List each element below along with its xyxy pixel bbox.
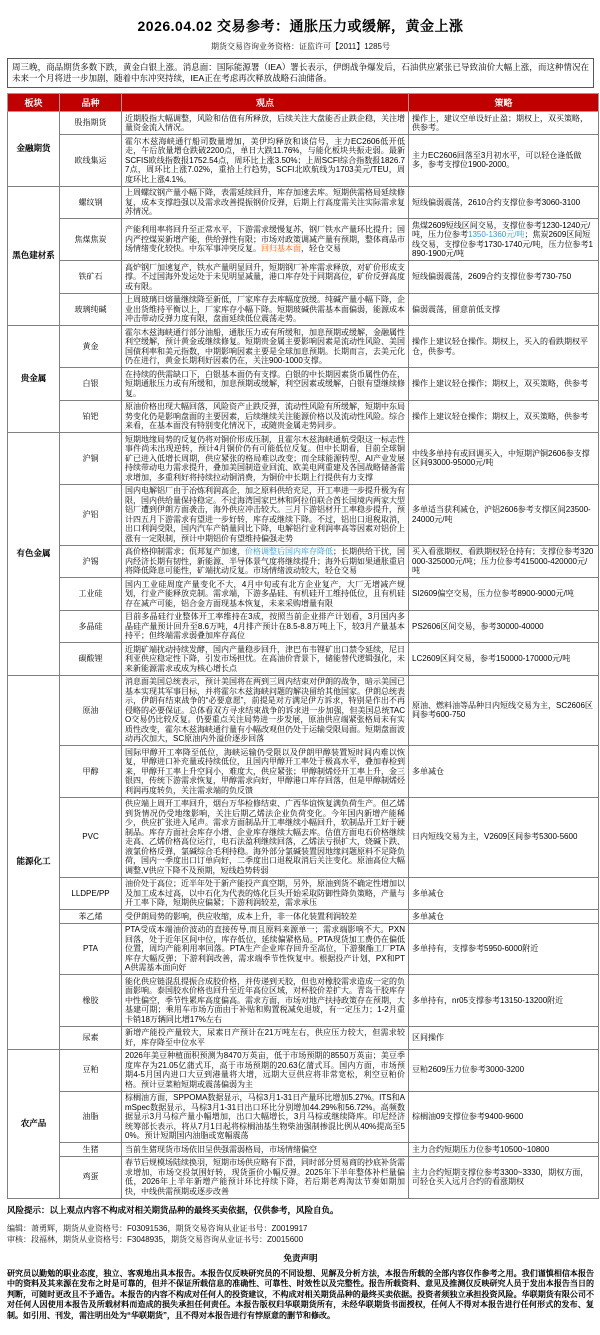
product-cell: 沪铜 — [60, 433, 122, 485]
page-title: 2026.04.02 交易参考：通胀压力或缓解，黄金上涨 — [137, 18, 464, 34]
market-summary-box: 周三晚，商品期货多数下跌，黄金白银上涨。消息面：国际能源署（IEA）署长表示，伊朗战争爆发后，石油供应紧张已导致油价大幅上涨，而这种情况在未来一个月将进一步加剧，随着中东冲突持续，IEA正在考虑再次释放战略石油储备。 — [7, 58, 594, 88]
cell-text: 原油、燃料油等品种日内短线交易为主，SC2606区间参考600-750 — [412, 700, 593, 720]
column-header-product: 品种 — [60, 94, 122, 112]
highlight-text: 价格调整后国内库存降低 — [245, 547, 333, 556]
strategy-cell — [409, 484, 599, 545]
cell-text: 油价处于高位；近半年处于新产能投产真空期，另外，原油到货不确定性增加以及加工成本过高，以中石化为代表的炼化巨头开始采取防御性降负策略，产量与开工率下降，短期供应偏紧；下游利润较差，需求承压 — [125, 879, 405, 907]
cell-text: 豆粕2609压力位参考3000-3200 — [412, 1065, 525, 1075]
cell-text: 多单减仓 — [412, 888, 444, 898]
strategy-cell — [409, 219, 599, 261]
viewpoint-cell — [122, 610, 409, 643]
sector-cell: 贵金属 — [8, 326, 60, 433]
strategy-cell — [409, 1091, 599, 1143]
strategy-cell — [409, 1049, 599, 1091]
cell-text: 主力EC2606回落至3月初水平，可以轻仓逢低做多，参考支撑位1900-2000。 — [412, 150, 582, 170]
product-cell: 玻璃纯碱 — [60, 293, 122, 326]
cell-text: 霍尔木兹海峡通行部分油船，通胀压力或有所缓和，加息预期或缓解，金融属性利空缓解，预计黄金或继续修复。短期贵金属主要影响因素是流动性风险、美国国债利率和美元指数，中期影响因素主要是全球加息预期。长期而言，去美元化仍在进行，黄金长期利好因素仍在，关注900-1000支撑。 — [125, 327, 405, 365]
viewpoint-cell — [122, 643, 409, 676]
cell-text: 买入看涨期权、看跌期权轻仓持有；支撑位参考320000-325000元/吨；压力位参考415000-420000元/吨 — [412, 547, 594, 575]
product-cell: 沪铝 — [60, 484, 122, 545]
product-cell: 焦煤焦炭 — [60, 219, 122, 261]
viewpoint-cell — [122, 975, 409, 1027]
cell-text: 多单适当获利减仓，沪铝2606参考支撑区间23500-24000元/吨 — [412, 505, 591, 524]
cell-text: 短线偏弱震荡，2609合约支撑位参考730-750 — [412, 272, 572, 281]
cell-text: 短线偏弱震荡，2610合约支撑位参考3060-3100 — [412, 197, 581, 207]
table-row — [8, 1156, 599, 1198]
viewpoint-cell — [122, 135, 409, 187]
strategy-cell — [409, 923, 599, 975]
viewpoint-cell — [122, 433, 409, 485]
product-cell: 铂钯 — [60, 400, 122, 433]
cell-text: LC2609区间交易，参考150000-170000元/吨 — [412, 654, 571, 663]
cell-text: 在持续的供需缺口下，白银基本面仍有支撑。白银的中长期因素货币属性仍在，短期通胀压力或有所缓和，加息预期或缓解，利空因素或缓解，白银有望继续修复。 — [125, 369, 405, 398]
strategy-cell — [409, 746, 599, 798]
cell-text: 棕榈油方面，SPPOMA数据显示，马棕3月1-31日产量环比增加5.27%。ITS和AmSpec数据显示，马棕3月1-31日出口环比分别增加44.29%和56.72%。高频数据显示3月马棕产量小幅增加，出口大幅增长，3月马棕或继续降库。印尼经济统筹部长表示，将从7月1日起将棕榈油基生物柴油强制掺混比例从40%提高至50%。预计短期国内油脂或宽幅震荡 — [125, 1093, 405, 1140]
cell-text: 区间操作 — [412, 1032, 444, 1042]
cell-text: 消息面美国总统表示，预计美国将在两到三周内结束对伊朗的战争，暗示美国已基本实现其军事目标，并将霍尔木兹海峡问题的解决留给其他国家。伊朗总统表示，伊朗有结束战争的“必要意愿”，前提是对方满足伊方诉求，特别是作出不再侵略的必要保证。总体看双方寻求结束战争的诉求进一步加强，但美国总统TACO交易仍比较反复。仍要重点关注局势进一步发展，原油供应端紧张格局未有实质性改变，霍尔木兹海峡通行量有小幅改观但仍处于运输受限局面。短期盘面波动再次加大，SC原油内外溢价逐步回落 — [125, 677, 405, 743]
product-cell: 油脂 — [60, 1091, 122, 1143]
viewpoint-cell — [122, 545, 409, 578]
product-cell: LLDPE/PP — [60, 877, 122, 910]
cell-text: ；焦炭2609区间短线交易，支撑位参考1730-1740元/吨，压力位参考1890-1900元/吨 — [412, 230, 593, 258]
product-cell: 铁矿石 — [60, 261, 122, 294]
strategy-cell — [409, 1026, 599, 1049]
viewpoint-cell — [122, 1026, 409, 1049]
cell-text: 多单持有，nr05支撑参考13150-13200附近 — [412, 995, 564, 1005]
sector-cell: 金融期货 — [8, 112, 60, 187]
strategy-cell — [409, 368, 599, 401]
strategy-cell — [409, 877, 599, 910]
sector-cell: 农产品 — [8, 1049, 60, 1198]
highlight-text: 回归基本面 — [261, 244, 301, 254]
cell-text: PTA受成本端油价波动的直接传导,而且原料来源单一；需求端影响不大。PXN回落，处于近年区间中位，库存低位，延续偏紧格局。PTA现货加工费仍在偏低位置，周均产能利用率回落。PTA生产企业库存回升至高位，下游聚酯工厂PTA库存大幅反弹；下游利润改善，需求端季节性恢复中。根据投产计划，PX和PTA供需基本面向好 — [125, 925, 405, 972]
sector-cell: 黑色建材系 — [8, 186, 60, 326]
cell-text: ，轻仓交易 — [301, 244, 341, 254]
license-line: 期货交易咨询业务资格：证监许可【2011】1285号 — [211, 42, 390, 51]
product-cell: PVC — [60, 797, 122, 877]
product-cell: 豆粕 — [60, 1049, 122, 1091]
strategy-cell — [409, 1143, 599, 1157]
strategy-cell — [409, 326, 599, 368]
highlight-text: 1350-1360元/吨 — [468, 230, 525, 239]
column-header-strategy: 策略 — [409, 94, 599, 112]
viewpoint-cell — [122, 112, 409, 135]
viewpoint-cell — [122, 1156, 409, 1198]
strategy-cell — [409, 261, 599, 294]
cell-text: PS2606区间交易，参考30000-40000 — [412, 621, 544, 631]
viewpoint-cell — [122, 400, 409, 433]
product-cell: 鸡蛋 — [60, 1156, 122, 1198]
table-row — [8, 877, 599, 910]
strategy-cell — [409, 135, 599, 187]
cell-text: ；长期供给干扰，国内经济长期有韧性，新能源、半导体景气度将继续提升；海外后期如果通胀重启将降低降息可能性，矿端扰动反复。市场情绪波动较大，轻仓交易 — [125, 547, 405, 575]
product-cell: 工业硅 — [60, 578, 122, 611]
cell-text: 上周玻璃日熔量继续降至新低，厂家库存去库幅度放缓。纯碱产量小幅下降，企业出货维持平衡以上，厂家库存小幅下降。短期玻碱供需基本面偏弱，能源成本冲击带动反弹力度有限，盘面延续低位震荡走势。 — [125, 295, 405, 323]
table-row — [8, 643, 599, 676]
strategy-cell — [409, 400, 599, 433]
strategy-cell — [409, 433, 599, 485]
cell-text: 能化供应链混乱提振合成胶价格，并传递到天胶，但也对橡胶需求造成一定的负面影响。泰国胶水价格也回升至近年高位区域，对杯胶价差扩大。青岛干胶库存中性偏空，季节性累库高度偏高。需求方面，市场对地产扶持政策存在预期，大基建可期；乘用车市场方面由于补贴和购置税减免退坡，有一定压力；1-2月重卡销18万辆同比增17%左右 — [125, 976, 405, 1024]
table-row — [8, 293, 599, 326]
table-row — [8, 368, 599, 401]
strategy-cell — [409, 112, 599, 135]
viewpoint-cell — [122, 923, 409, 975]
product-cell: 黄金 — [60, 326, 122, 368]
strategy-cell — [409, 675, 599, 746]
table-header-row — [8, 94, 599, 112]
cell-text: 受伊朗局势的影响，供应收缩，成本上升，非一体化装置利润较差 — [125, 911, 357, 921]
disclaimer-text: 研究员以勤勉的职业态度，独立、客观地出具本报告。本报告仅反映研究员的不同设想、见解及分析方法，本报告所载的全部内容仅作参考之用。我们谨慎相信本报告中的资料及其来源在发布之时是可靠的，但并不保证所载信息的准确性、可靠性、时效性以及完整性。报告所载资料、意见及推测仅反映研究人员于发出本报告当日的判断，可随时更改且不予通告。本报告的内容不构成对任何人的投资建议，不构成对相关期货品种的最终买卖依据。投资者须独立承担投资风险。华联期货有限公司不对任何人因使用本报告及所载材料而造成的损失承担任何责任。本报告版权归华联期货所有，未经华联期货书面授权，任何人不得对本报告进行任何形式的发布、复制。如引用、刊发，需注明出处为“华联期货”，且不得对本报告进行有悖原意的删节和修改。 — [7, 1268, 594, 1320]
table-row — [8, 675, 599, 746]
reviewer-line: 审核：段福林，期货从业资格号：F3048935，期货交易咨询从业证书号：Z0015600 — [7, 1234, 304, 1244]
cell-text: 多单减仓 — [412, 911, 444, 921]
cell-text: 供应端上周开工率回升，烟台万华检修结束、广西华谊恢复满负荷生产。但乙烯到货情况仍受地缘影响，关注后期乙烯法企业负荷变化。今年国内新增产能稀少，供应扩张进入尾声。需求方面制品开工率继续小幅回升，软制品开工好于硬制品。库存方面社会库存小增、企业库存继续大幅去库。估值方面电石价格继续走高、乙烯价格高位运行，电石法盈利继续回落，乙烯法亏损扩大，烧碱下跌、液氯价格反弹，氯碱综合毛利持稳。海外部分氯碱装置因地缘问题原料不足降负荷，国内一季度出口订单向好，二季度出口退税取消后关注变化。原油高位大幅调整,V供应下降不及预期，短线趋势转弱 — [125, 799, 405, 875]
editor-line: 编辑：萧勇辉，期货从业资格号：F03091536，期货交易咨询从业证书号：Z0019917 — [7, 1223, 308, 1233]
product-cell: 螺纹钢 — [60, 186, 122, 219]
viewpoint-cell — [122, 484, 409, 545]
cell-text: 高价格抑制需求；佤邦复产加速， — [125, 547, 245, 556]
cell-text: 主力合约短期支撑位参考3300~3330，期权方面，可轻仓买入远月合约的看涨期权 — [412, 1167, 589, 1186]
sector-cell: 有色金属 — [8, 433, 60, 676]
column-header-viewpoint: 观点 — [122, 94, 409, 112]
sector-cell: 能源化工 — [8, 675, 60, 1049]
cell-text: 主力合约短期压力位参考10500~10800 — [412, 1144, 550, 1154]
viewpoint-cell — [122, 261, 409, 294]
cell-text: 原油价格出现大幅回落，风险资产止跌反弹，流动性风险有所缓解，短期中东局势变化仍是影响盘面的主要因素，后续继续关注能源价格以及流动性风险。综合来看，在基本面没有特别变化情况下，或随贵金属走势同步。 — [125, 402, 405, 430]
cell-text: 产能利用率将回升至正常水平，下游需求缓慢复苏，钢厂铁水产量环比提升；国内严控煤炭新增产能，供给弹性有限；市场对政策调减产量有预期，整体商品市场情绪变化较快。中东军事冲突反复。 — [125, 225, 405, 254]
viewpoint-cell — [122, 1143, 409, 1157]
product-cell: 苯乙烯 — [60, 910, 122, 924]
table-row — [8, 1049, 599, 1091]
table-row — [8, 545, 599, 578]
table-row — [8, 1143, 599, 1157]
cell-text: 当前生猪现货市场依旧呈供强需弱格局，市场情绪偏空 — [125, 1144, 317, 1154]
product-cell: PTA — [60, 923, 122, 975]
cell-text: 焦煤2609短线区间交易，支撑位参考1230-1240元/吨，压力位参考 — [412, 220, 591, 239]
table-row — [8, 261, 599, 294]
reference-table — [7, 93, 599, 1199]
strategy-cell — [409, 293, 599, 326]
cell-text: 霍尔木兹海峡通行船司数量增加，美伊均释放和谈信号，主力EC2606低开低走，午后放量增仓跌破2200点，单日大跌11.76%，与能化板块共振走弱。最新SCFIS欧线指数报1752.54点，周环比上涨3.50%；上周SCFI综合指数报1826.77点，周环比上涨7.02%，重拾上行趋势，SCFI北欧航线为1703美元/TEU，周度环比上涨4.1%。 — [125, 136, 405, 184]
cell-text: 国际甲醇开工率降至低位，海峡运输仍受限以及伊朗甲醇装置短时间内难以恢复，甲醇进口补充量或持续低位，且国内甲醇开工率处于极高水平，叠加春检到来，甲醇开工率上升空间小，难度大，供应紧张；甲醇制烯烃开工率上升，金三银四，传统下游需求恢复，甲醇需求向好，甲醇港口库存回落，但是甲醇制烯烃利润再度转负，关注需求端的负反馈 — [125, 747, 405, 795]
table-row — [8, 484, 599, 545]
product-cell: 甲醇 — [60, 746, 122, 798]
viewpoint-cell — [122, 797, 409, 877]
cell-text: 短期地缘局势的反复仍将对铜价形成压制，且霍尔木兹海峡通航受限这一标志性事件尚未出现逆转，预计4月铜价仍有可能低位反复。但中长期看，目前全球铜矿已进入低增长周期，供应紧张的格局难以改变；而全球能源转型、AI产业发展持续带动电力需求提升，叠加美国制造业回流、欧美电网重建及各国战略储备需求增加，多重利好将持续拉动铜消费，为铜价中长期上行提供有力支撑 — [125, 434, 405, 482]
cell-text: 偏弱震荡，留意前低支撑 — [412, 304, 500, 314]
viewpoint-cell — [122, 293, 409, 326]
cell-text: 近期矿端扰动持续发酵，国内产量稳步回升，津巴布韦锂矿出口禁令延续，尼日利亚供应稳定性下降，引发市场担忧。在高油价背景下，储能替代逻辑强化，未来新能源需求或成为核心增长点 — [125, 644, 405, 673]
cell-text: 操作上建议轻仓操作；期权上，双买策略，供参考 — [412, 379, 588, 388]
cell-text: 操作上建议轻仓操作。期权上，买入的看跌期权平仓，供参考。 — [412, 337, 588, 356]
cell-text: 上周螺纹钢产量小幅下降，表需延续回升，库存加速去库。短期供需格局延续修复，成本支撑趋强以及需求改善提振钢价反弹，后期上行高度需关注实际需求复苏情况。 — [125, 188, 405, 216]
strategy-cell — [409, 797, 599, 877]
table-row — [8, 135, 599, 187]
table-row — [8, 1026, 599, 1049]
viewpoint-cell — [122, 186, 409, 219]
table-row — [8, 797, 599, 877]
strategy-cell — [409, 610, 599, 643]
table-row — [8, 433, 599, 485]
table-row — [8, 923, 599, 975]
strategy-cell — [409, 1156, 599, 1198]
viewpoint-cell — [122, 1091, 409, 1143]
cell-text: 目前多晶硅行业整体开工率维持在3成，按照当前企业排产计划看，3月国内多晶硅产量预计回升至8.6万吨，4月排产预计在8.5-8.8万吨上下，较3月产量基本持平；但终端需求弱叠加库存高位 — [125, 612, 405, 640]
table-row — [8, 400, 599, 433]
cell-text: 2026年美豆种植面积预测为8470万英亩，低于市场预期的8550万英亩；美豆季度库存为21.05亿蒲式耳，高于市场预期的20.63亿蒲式耳。国内方面，市场预期4-5月国内进口大豆到港量将大增，远期大豆供应将非常宽松，利空豆粕价格。预计豆菜粕短期或震荡偏弱为主 — [125, 1051, 405, 1089]
table-row — [8, 910, 599, 924]
cell-text: 操作上，建议空单设好止盈；期权上，双买策略，供参考。 — [412, 113, 588, 132]
viewpoint-cell — [122, 219, 409, 261]
cell-text: 棕榈油09支撑位参考9400-9600 — [412, 1112, 524, 1121]
product-cell: 橡胶 — [60, 975, 122, 1027]
cell-text: SI2609偏空交易，压力位参考8900-9000元/吨 — [412, 589, 574, 598]
table-row — [8, 1091, 599, 1143]
table-row — [8, 186, 599, 219]
viewpoint-cell — [122, 368, 409, 401]
table-row — [8, 610, 599, 643]
strategy-cell — [409, 578, 599, 611]
strategy-cell — [409, 910, 599, 924]
cell-text: 国内电解铝厂由于冶炼利润高企，加之原料供给充足，开工率进一步提升极为有限，国内供给量保持稳定。不过海湾国家巴林和阿拉伯联合酋长国境内两家大型铝厂遭到伊朗方面袭击，海外供应冲击较大。三月下游铝材开工率稳步提升，预计四五月下游需求有望进一步好转，库存或继续下降。不过，铝出口退税取消，出口利润受限，国内汽车产销量同比下降，电解铝行业利润率高等因素对铝价上涨有一定限制，预计中期铝价有望维持偏强走势 — [125, 486, 405, 543]
table-row — [8, 578, 599, 611]
product-cell: 生猪 — [60, 1143, 122, 1157]
cell-text: 高炉钢厂加速复产，铁水产量明显回升，短期钢厂补库需求释放，对矿价形成支撑。不过国海外发运处于未见明显减量，港口库存处于同期高位，矿价反弹高度或有限。 — [125, 262, 405, 291]
table-row — [8, 975, 599, 1027]
table-row — [8, 112, 599, 135]
column-header-sector: 板块 — [8, 94, 60, 112]
cell-text: 国内工业硅周度产量变化不大，4月中旬或有北方企业复产，大厂无增减产规划，行业产能释放克制。需求端，下游多晶硅、有机硅开工维持低位，且有机硅存在减产可能，铝合金方面现基本恢复，未来采购增量有限 — [125, 579, 405, 608]
product-cell: 尿素 — [60, 1026, 122, 1049]
disclaimer-title: 免责声明 — [283, 1252, 318, 1263]
table-row — [8, 326, 599, 368]
strategy-cell — [409, 643, 599, 676]
viewpoint-cell — [122, 910, 409, 924]
cell-text: 近期股指大幅调整，风险和估值有所释放，后续关注大盘能否止跌企稳，关注增量资金流入情况。 — [125, 113, 405, 132]
viewpoint-cell — [122, 1049, 409, 1091]
cell-text: 多单减仓 — [412, 766, 444, 776]
viewpoint-cell — [122, 326, 409, 368]
product-cell: 碳酸锂 — [60, 643, 122, 676]
cell-text: 新增产能投产量较大，尿素日产预计在21万吨左右，供应压力较大，但需求较好，库存降至中位水平 — [125, 1028, 405, 1047]
product-cell: 股指期货 — [60, 112, 122, 135]
product-cell: 原油 — [60, 675, 122, 746]
viewpoint-cell — [122, 746, 409, 798]
risk-note: 风险提示：以上观点内容不构成对相关期货品种的最终买卖依据，仅供参考，风险自负。 — [7, 1204, 339, 1215]
cell-text: 多单持有，支撑参考5950-6000附近 — [412, 944, 539, 953]
product-cell: 欧线集运 — [60, 135, 122, 187]
strategy-cell — [409, 975, 599, 1027]
viewpoint-cell — [122, 578, 409, 611]
strategy-cell — [409, 186, 599, 219]
cell-text: 操作上建议轻仓操作；期权上，双买策略，供参考 — [412, 411, 588, 421]
cell-text: 中线多单持有或回调买入，中短期沪铜2606参支撑区间93000-95000元/吨 — [412, 448, 590, 468]
strategy-cell — [409, 545, 599, 578]
product-cell: 沪锡 — [60, 545, 122, 578]
cell-text: 日内短线交易为主，V2609区间参考5300-5600 — [412, 832, 578, 842]
viewpoint-cell — [122, 877, 409, 910]
viewpoint-cell — [122, 675, 409, 746]
product-cell: 多晶硅 — [60, 610, 122, 643]
product-cell: 白银 — [60, 368, 122, 401]
table-row — [8, 746, 599, 798]
cell-text: 春节后规模场陆续换羽，短期市场供应略有下滑，同时部分贸易商的抄底补货需求增加，市场交投氛围好转，现货蛋价小幅反弹。2025年下半年整体补栏量偏低，2026年上半年新增产能预计环比持续下降，若后期老鸡淘汰节奏如期加快，中线供需预期或逐步改善 — [125, 1158, 405, 1196]
table-row — [8, 219, 599, 261]
